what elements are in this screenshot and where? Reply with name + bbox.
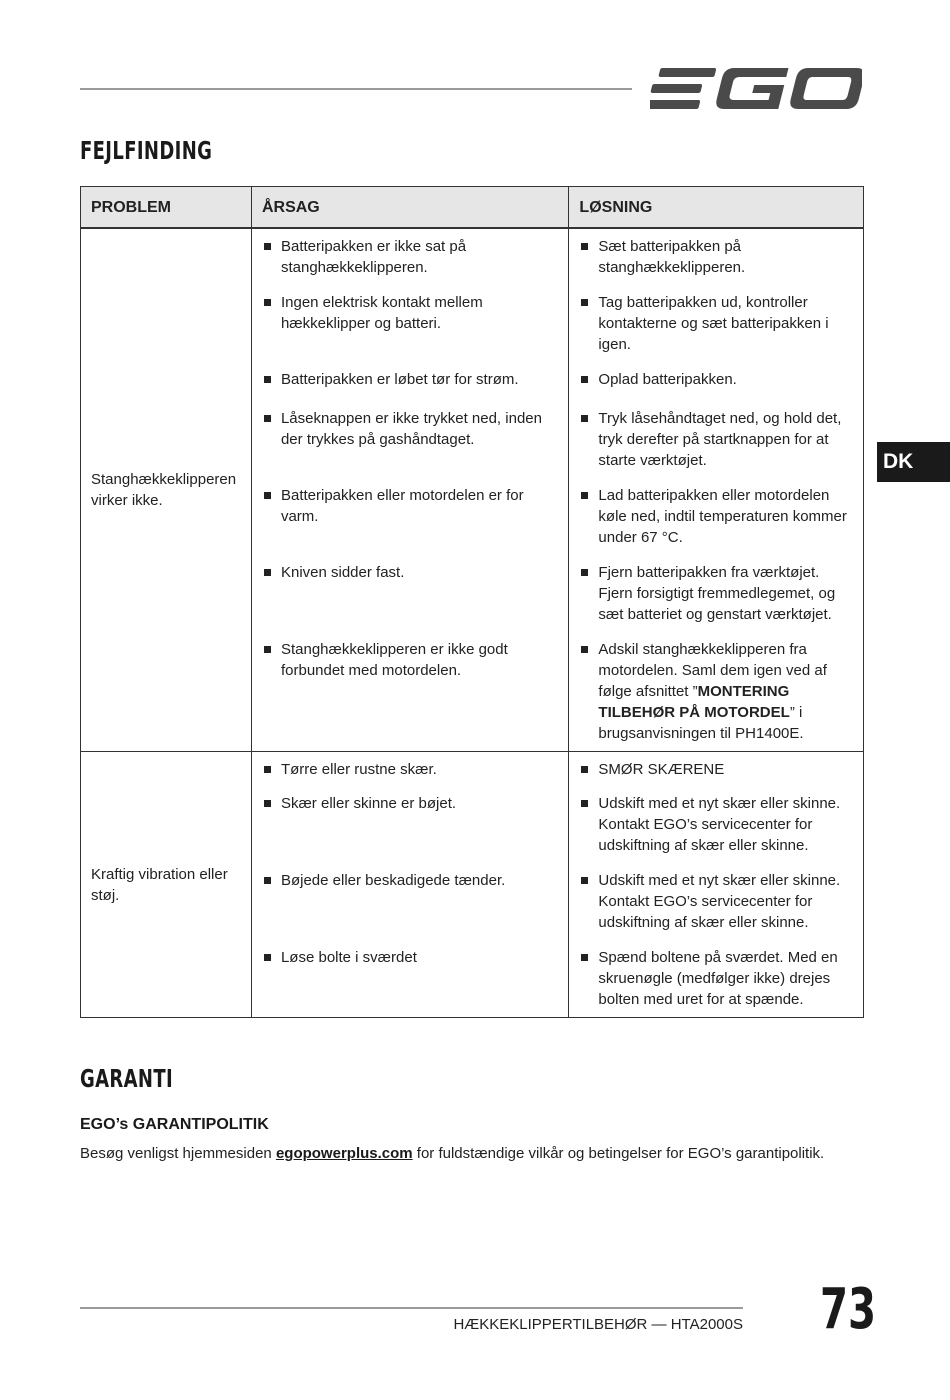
- bullet-icon: [264, 569, 271, 576]
- warranty-paragraph: Besøg venligst hjemmesiden egopowerplus.com for fuldstændige vilkår og betingelser for EGO’s garantipolitik.: [80, 1145, 825, 1162]
- solution-item: Oplad batteripakken.: [581, 369, 853, 408]
- bullet-icon: [264, 243, 271, 250]
- cause-item: Låseknappen er ikke trykket ned, inden der trykkes på gashåndtaget.: [264, 408, 558, 485]
- header-solution: LØSNING: [569, 187, 864, 229]
- cause-item: Løse bolte i sværdet: [264, 947, 558, 1011]
- section-reference: MONTERING TILBEHØR PÅ MOTORDEL: [598, 683, 790, 721]
- cause-cell: [251, 228, 568, 752]
- solution-cell: [569, 752, 864, 1018]
- solution-item: Tag batteripakken ud, kontroller kontakterne og sæt batteripakken i igen.: [581, 292, 853, 369]
- bullet-icon: [581, 376, 588, 383]
- footer-rule: [80, 1307, 743, 1309]
- website-link[interactable]: egopowerplus.com: [275, 1145, 413, 1162]
- cause-item: Skær eller skinne er bøjet.: [264, 793, 558, 870]
- bullet-icon: [581, 954, 588, 961]
- language-tab: DK: [877, 442, 950, 482]
- bullet-icon: [581, 415, 588, 422]
- cause-item: Kniven sidder fast.: [264, 562, 558, 639]
- bullet-icon: [581, 569, 588, 576]
- cause-item: Batteripakken er løbet tør for strøm.: [264, 369, 558, 408]
- bullet-icon: [264, 646, 271, 653]
- bullet-icon: [264, 766, 271, 773]
- bullet-icon: [581, 766, 588, 773]
- bullet-icon: [581, 800, 588, 807]
- solution-item: Tryk låsehåndtaget ned, og hold det, tryk derefter på startknappen for at starte værktøjet.: [581, 408, 853, 485]
- cause-item: Batteripakken eller motordelen er for varm.: [264, 485, 558, 562]
- bullet-icon: [581, 243, 588, 250]
- bullet-icon: [264, 492, 271, 499]
- bullet-icon: [581, 492, 588, 499]
- bullet-icon: [264, 415, 271, 422]
- page-number: 73: [820, 1277, 877, 1342]
- troubleshooting-title: FEJLFINDING: [80, 136, 213, 165]
- solution-item: [581, 639, 853, 745]
- bullet-icon: [581, 877, 588, 884]
- cause-item: Stanghækkeklipperen er ikke godt forbundet med motordelen.: [264, 639, 558, 745]
- ego-logo: [650, 62, 862, 114]
- bullet-icon: [581, 646, 588, 653]
- table-row: [81, 752, 864, 1018]
- table-row: [81, 228, 864, 752]
- warranty-title: GARANTI: [80, 1064, 174, 1093]
- problem-cell: Stanghækkeklipperen virker ikke.: [81, 228, 252, 752]
- solution-item: Fjern batteripakken fra værktøjet. Fjern forsigtigt fremmedlegemet, og sæt batteriet og genstart værktøjet.: [581, 562, 853, 639]
- solution-item: Udskift med et nyt skær eller skinne. Kontakt EGO’s servicecenter for udskiftning af skær eller skinne.: [581, 793, 853, 870]
- solution-text: Adskil stanghækkeklipperen fra motordelen. Saml dem igen ved af følge afsnittet ”MONTERING TILBEHØR PÅ MOTORDEL” i brugsanvisningen til PH1400E.: [598, 641, 827, 742]
- solution-cell: [569, 228, 864, 752]
- solution-item: Lad batteripakken eller motordelen køle ned, indtil temperaturen kommer under 67 °C.: [581, 485, 853, 562]
- solution-item: SMØR SKÆRENE: [581, 759, 853, 793]
- bullet-icon: [264, 954, 271, 961]
- header-rule: [80, 88, 632, 90]
- table-header-row: [81, 187, 864, 229]
- bullet-icon: [264, 376, 271, 383]
- footer-text: HÆKKEKLIPPERTILBEHØR — HTA2000S: [453, 1316, 743, 1333]
- warranty-subtitle: EGO’s GARANTIPOLITIK: [80, 1116, 269, 1133]
- header-problem: PROBLEM: [81, 187, 252, 229]
- header-cause: ÅRSAG: [251, 187, 568, 229]
- bullet-icon: [581, 299, 588, 306]
- cause-cell: [251, 752, 568, 1018]
- solution-item: Sæt batteripakken på stanghækkeklipperen.: [581, 236, 853, 292]
- solution-item: Udskift med et nyt skær eller skinne. Kontakt EGO’s servicecenter for udskiftning af skær eller skinne.: [581, 870, 853, 947]
- cause-item: Batteripakken er ikke sat på stanghækkeklipperen.: [264, 236, 558, 292]
- bullet-icon: [264, 800, 271, 807]
- bullet-icon: [264, 877, 271, 884]
- cause-item: Tørre eller rustne skær.: [264, 759, 558, 793]
- cause-item: Ingen elektrisk kontakt mellem hækkeklipper og batteri.: [264, 292, 558, 369]
- cause-item: Bøjede eller beskadigede tænder.: [264, 870, 558, 947]
- problem-cell: Kraftig vibration eller støj.: [81, 752, 252, 1018]
- solution-item: Spænd boltene på sværdet. Med en skruenøgle (medfølger ikke) drejes bolten med uret for at spænde.: [581, 947, 853, 1011]
- troubleshooting-table: [80, 186, 864, 1018]
- bullet-icon: [264, 299, 271, 306]
